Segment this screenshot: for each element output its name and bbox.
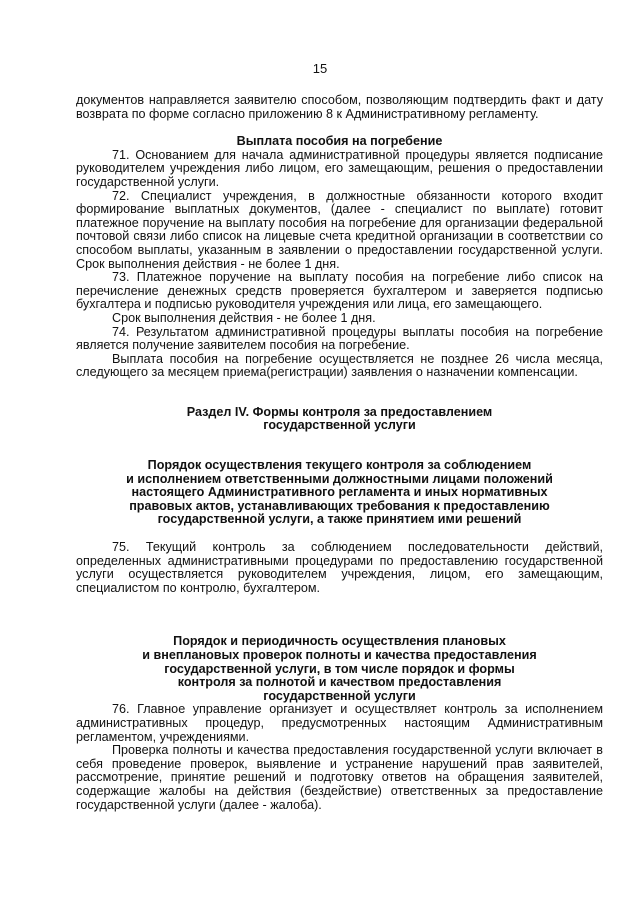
heading-line: и исполнением ответственными должностными лицами положений bbox=[126, 471, 553, 486]
paragraph: 71. Основанием для начала административной процедуры является подписание руководителем учреждения либо лицом, его замещающим, решения о предоставлении государственной услуги. bbox=[76, 147, 603, 189]
spacer bbox=[76, 121, 603, 135]
spacer bbox=[76, 527, 603, 541]
paragraph: 74. Результатом административной процедуры выплаты пособия на погребение является получение заявителем пособия на погребение. bbox=[76, 324, 603, 353]
section-heading bbox=[76, 406, 603, 433]
heading-line: государственной услуги bbox=[263, 688, 416, 703]
heading-line: государственной услуги, а также принятием ими решений bbox=[157, 512, 522, 527]
section-heading bbox=[76, 635, 603, 703]
paragraph: 73. Платежное поручение на выплату пособия на погребение либо список на перечисление денежных средств проверяется бухгалтером и заверяется подписью бухгалтера и подписью руководителя учреждения или лица, его замещающего. bbox=[76, 270, 603, 312]
paragraph: Срок выполнения действия - не более 1 дня. bbox=[112, 310, 376, 325]
paragraph: документов направляется заявителю способом, позволяющим подтвердить факт и дату возврата по форме согласно приложению 8 к Административному регламенту. bbox=[76, 93, 603, 121]
paragraph: 76. Главное управление организует и осуществляет контроль за исполнением административных процедур, предусмотренных настоящим Административным регламентом, учреждениями. bbox=[76, 702, 603, 744]
page-number: 15 bbox=[312, 61, 328, 76]
paragraph: Выплата пособия на погребение осуществляется не позднее 26 числа месяца, следующего за месяцем приема(регистрации) заявления о назначении компенсации. bbox=[76, 351, 603, 380]
heading-line: контроля за полнотой и качеством предоставления bbox=[177, 675, 502, 690]
heading-line: Порядок и периодичность осуществления плановых bbox=[173, 634, 506, 649]
heading-line: настоящего Административного регламента и иных нормативных bbox=[131, 485, 548, 500]
heading-line: государственной услуги bbox=[263, 418, 416, 433]
heading-line: и внеплановых проверок полноты и качества предоставления bbox=[142, 648, 537, 662]
heading-line: Раздел IV. Формы контроля за предоставлением bbox=[186, 404, 493, 419]
spacer bbox=[76, 380, 603, 406]
spacer bbox=[76, 433, 603, 459]
paragraph: 75. Текущий контроль за соблюдением последовательности действий, определенных административными процедурами по предоставлению государственной услуги осуществляется руководителем учреждения, лицом, его замещающим, специалистом по контролю, бухгалтером. bbox=[76, 540, 603, 595]
heading-line: Выплата пособия на погребение bbox=[236, 134, 443, 149]
heading-line: государственной услуги, в том числе порядок и формы bbox=[164, 661, 515, 676]
paragraph: Проверка полноты и качества предоставления государственной услуги включает в себя проведение проверок, выявление и устранение нарушений прав заявителей, рассмотрение, принятие решений и подготовку ответов на обращения заявителей, содержащие жалобы на действия (бездействие) ответственных за предоставление государственной услуги (далее - жалоба). bbox=[76, 743, 603, 812]
paragraph: 72. Специалист учреждения, в должностные обязанности которого входит формирование выплатных документов, (далее - специалист по выплате) готовит платежное поручение на выплату пособия на погребение для организации федеральной почтовой связи либо список на лицевые счета кредитной организации в соответствии со способом выплаты, указанным в заявлении о предоставлении государственной услуги. Срок выполнения действия - не более 1 дня. bbox=[76, 188, 603, 271]
document-body bbox=[76, 94, 603, 812]
heading-line: Порядок осуществления текущего контроля за соблюдением bbox=[147, 458, 532, 473]
spacer bbox=[76, 621, 603, 635]
spacer bbox=[76, 595, 603, 621]
section-heading bbox=[76, 459, 603, 527]
section-heading bbox=[76, 135, 603, 149]
heading-line: правовых актов, устанавливающих требования к предоставлению bbox=[129, 498, 550, 513]
